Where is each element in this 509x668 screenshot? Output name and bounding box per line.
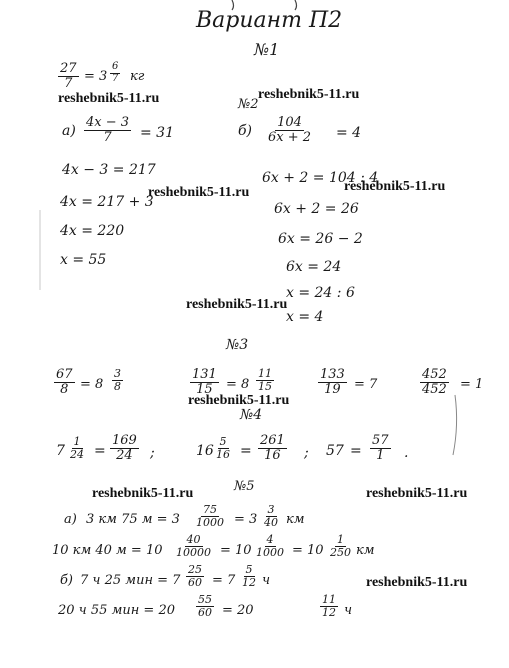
task3-item1-eq: = 8 — [80, 377, 104, 392]
task1-b-equation-fraction: $\frac{104}{6x + 2}$ — [268, 115, 312, 145]
task3-item1-remainder: $\frac{3}{8}$ — [114, 367, 121, 393]
task1-b-line-2: 6x + 2 = 26 — [274, 201, 359, 217]
task1-a-equation-rhs: = 31 — [140, 125, 174, 141]
watermark: reshebnik5-11.ru — [58, 91, 160, 106]
task4-end-dot: . — [404, 445, 409, 461]
watermark: reshebnik5-11.ru — [258, 87, 360, 102]
task5-b1-left: 7 ч 25 мин = 7 — [80, 573, 181, 588]
task4-item1-eq: = — [94, 443, 106, 459]
watermark: reshebnik5-11.ru — [148, 185, 250, 200]
watermark: reshebnik5-11.ru — [366, 486, 468, 501]
task1-b-line-1: 6x + 2 = 104 : 4 — [262, 170, 379, 186]
task3-item4-fraction: $\frac{452}{452}$ — [422, 367, 447, 397]
watermark: reshebnik5-11.ru — [344, 179, 446, 194]
task5-a2-eq: = 10 — [220, 543, 252, 558]
task5-b2-unit: ч — [344, 603, 353, 618]
task3-item3-fraction: $\frac{133}{19}$ — [320, 367, 345, 397]
task5-b1-fraction: $\frac{25}{60}$ — [188, 563, 202, 589]
task3-item2-fraction: $\frac{131}{15}$ — [192, 367, 217, 397]
task5-a2-unit: км — [356, 543, 375, 558]
task1-a-equation-fraction: $\frac{4x - 3}{7}$ — [86, 115, 130, 145]
task4-item3-result: $\frac{57}{1}$ — [372, 433, 389, 463]
task3-item2-remainder: $\frac{11}{15}$ — [258, 367, 272, 393]
task3-label: №3 — [226, 337, 249, 353]
task1-b-label: б) — [238, 123, 253, 139]
watermark: reshebnik5-11.ru — [366, 575, 468, 590]
task5-a2-left: 10 км 40 м = 10 — [52, 543, 163, 558]
task3-item4-eq: = 1 — [460, 377, 484, 392]
task5-a1-fraction: $\frac{75}{1000}$ — [196, 503, 224, 529]
task1-a-line-3: 4x = 220 — [60, 223, 125, 239]
task4-item2-whole: 16 — [196, 443, 214, 459]
task1-intro-fraction: $\frac{27}{7}$ — [60, 61, 77, 91]
task5-b1-unit: ч — [262, 573, 271, 588]
task1-b-line-4: 6x = 24 — [286, 259, 342, 275]
task5-label: №5 — [234, 479, 255, 494]
task1-a-line-4: x = 55 — [60, 252, 107, 268]
watermark: reshebnik5-11.ru — [186, 297, 288, 312]
task4-sep-1: ; — [150, 445, 155, 461]
task1-intro-eq: = 3 — [84, 69, 108, 84]
task5-b-label: б) — [60, 573, 74, 588]
task3-item3-eq: = 7 — [354, 377, 378, 392]
task5-b2-left: 20 ч 55 мин = 20 — [58, 603, 175, 618]
task3-item1-fraction: $\frac{67}{8}$ — [56, 367, 73, 397]
task1-a-line-1: 4x − 3 = 217 — [62, 162, 156, 178]
task3-item2-eq: = 8 — [226, 377, 250, 392]
task5-b2-result: $\frac{11}{12}$ — [322, 593, 336, 619]
task1-b-equation-rhs: = 4 — [336, 125, 362, 141]
task1-a-label: a) — [62, 123, 76, 139]
task4-item2-eq: = — [240, 443, 252, 459]
page-title: Вариант П2 — [196, 8, 343, 33]
task4-item1-whole: 7 — [56, 443, 65, 459]
task4-item2-result: $\frac{261}{16}$ — [260, 433, 285, 463]
task5-a1-eq: = 3 — [234, 512, 258, 527]
task1-intro-mixed-fraction: $\frac{6}{7}$ — [112, 61, 119, 84]
task5-b1-eq: = 7 — [212, 573, 236, 588]
task4-item2-mixed-fraction: $\frac{5}{16}$ — [216, 435, 230, 461]
task4-item1-result: $\frac{169}{24}$ — [112, 433, 137, 463]
watermark: reshebnik5-11.ru — [92, 486, 194, 501]
task5-a1-left: 3 км 75 м = 3 — [86, 512, 180, 527]
task4-label: №4 — [240, 407, 263, 423]
watermark: reshebnik5-11.ru — [188, 393, 290, 408]
task1-b-line-5: x = 24 : 6 — [286, 285, 355, 301]
task4-item3-whole: 57 — [326, 443, 344, 459]
task5-a-label: a) — [64, 512, 77, 527]
task4-item1-mixed-fraction: $\frac{1}{24}$ — [70, 435, 84, 461]
task5-a2-eq2: = 10 — [292, 543, 324, 558]
task2-label: №2 — [238, 97, 259, 112]
task1-b-line-3: 6x = 26 − 2 — [278, 231, 363, 247]
task4-sep-2: ; — [304, 445, 309, 461]
task5-b1-result: $\frac{5}{12}$ — [242, 563, 256, 589]
task5-a1-unit: км — [286, 512, 305, 527]
task1-intro-unit: кг — [130, 69, 145, 84]
task1-b-line-6: x = 4 — [286, 309, 324, 325]
task1-a-line-2: 4x = 217 + 3 — [60, 194, 154, 210]
task5-b2-fraction: $\frac{55}{60}$ — [198, 593, 212, 619]
task5-b2-eq: = 20 — [222, 603, 254, 618]
task1-label: №1 — [254, 40, 280, 59]
task4-item3-eq: = — [350, 443, 362, 459]
task5-a2-result: $\frac{4}{1000}$ — [256, 533, 284, 559]
task5-a2-result2: $\frac{1}{250}$ — [330, 533, 351, 559]
task5-a1-result: $\frac{3}{40}$ — [264, 503, 278, 529]
task5-a2-fraction: $\frac{40}{10000}$ — [176, 533, 211, 559]
